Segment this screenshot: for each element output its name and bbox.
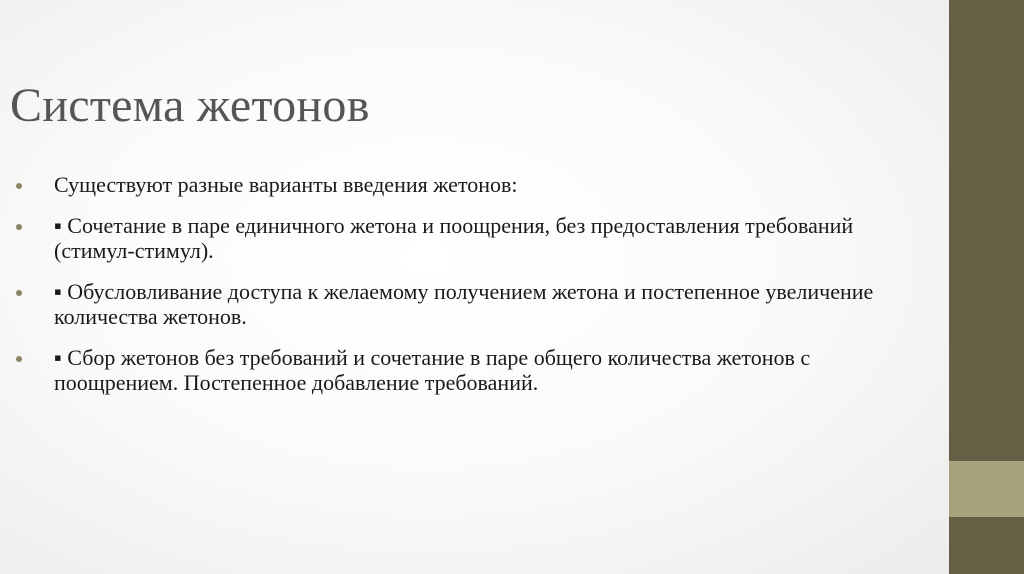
bullet-icon [16,183,22,189]
list-item-text: ▪ Сочетание в паре единичного жетона и поощрения, без предоставления требований (стимул-стимул). [54,213,854,263]
slide-title: Система жетонов [10,79,370,132]
bullet-icon [16,290,22,296]
bullet-icon [16,224,22,230]
list-item-text: Существуют разные варианты введения жетонов: [54,172,518,197]
list-item [14,172,914,197]
bullet-icon [16,356,22,362]
bullet-list [14,172,914,411]
list-item-text: ▪ Обусловливание доступа к желаемому получением жетона и постепенное увеличение количества жетонов. [54,279,874,329]
list-item [14,213,914,263]
side-accent-decoration [949,461,1024,517]
list-item-text: ▪ Сбор жетонов без требований и сочетание в паре общего количества жетонов с поощрением. Постепенное добавление требований. [54,345,811,395]
list-item [14,279,914,329]
list-item [14,345,914,395]
